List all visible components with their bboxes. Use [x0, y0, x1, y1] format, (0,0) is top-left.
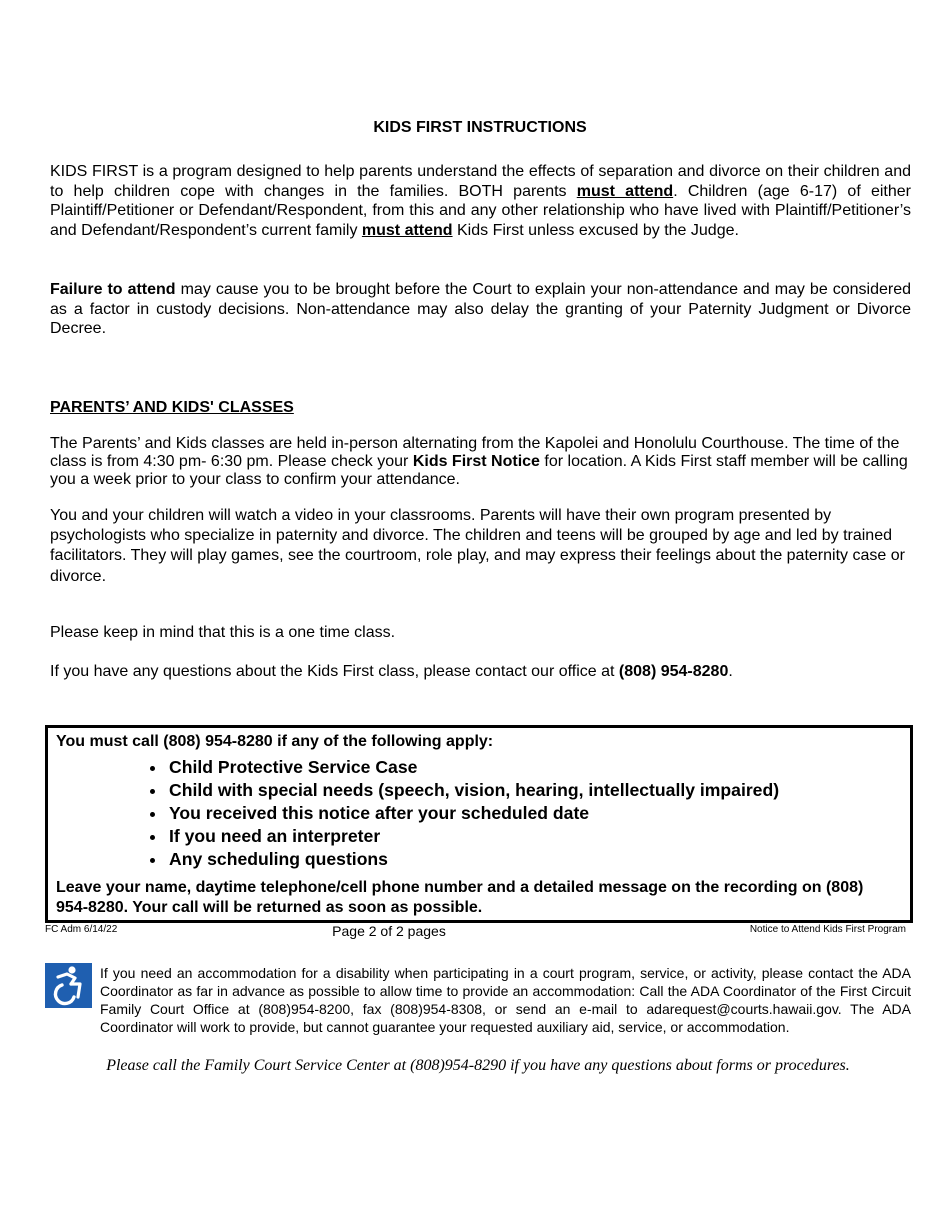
- classes-paragraph-1: The Parents’ and Kids classes are held in-person alternating from the Kapolei and Honolulu Courthouse. The time of the class is from 4:30 pm- 6:30 pm. Please check your Kids First Notice for location. A Kids First staff member will be calling you a week prior to your class to confirm your attendance.: [50, 435, 908, 488]
- questions-paragraph: If you have any questions about the Kids First class, please contact our office at (808) 954-8280.: [50, 663, 733, 680]
- page-title: KIDS FIRST INSTRUCTIONS: [373, 119, 587, 136]
- service-center-note: Please call the Family Court Service Center at (808)954-8290 if you have any questions about forms or procedures.: [106, 1057, 850, 1074]
- list-item: • Child Protective Service Case: [167, 756, 779, 779]
- accessibility-icon: [45, 963, 92, 1008]
- list-item: • Child with special needs (speech, vision, hearing, intellectually impaired): [167, 779, 779, 802]
- form-id: FC Adm 6/14/22: [45, 924, 118, 935]
- page-number: Page 2 of 2 pages: [332, 923, 446, 939]
- list-item: • Any scheduling questions: [167, 848, 779, 871]
- classes-paragraph-2: You and your children will watch a video in your classrooms. Parents will have their own program presented by psychologists who specialize in paternity and divorce. The children and teens will be grouped by age and led by trained facilitators. They will play games, see the courtroom, role play, and may express their feelings about the paternity case or divorce.: [50, 507, 905, 585]
- document-title: Notice to Attend Kids First Program: [749, 924, 906, 935]
- call-notice-heading: You must call (808) 954-8280 if any of the following apply:: [56, 733, 494, 750]
- office-phone: (808) 954-8280: [618, 663, 729, 680]
- must-attend-emphasis: must attend: [576, 182, 674, 200]
- intro-paragraph: KIDS FIRST is a program designed to help parents understand the effects of separation and divorce on their children and to help children cope with changes in the families. BOTH parents must attend. Children (age 6-17) of either Plaintiff/Petitioner or Defendant/Respondent, from this and any other relationship who have lived with Plaintiff/Petitioner’s and Defendant/Respondent’s current family must attend Kids First unless excused by the Judge.: [50, 163, 912, 239]
- ada-notice: If you need an accommodation for a disability when participating in a court program, service, or activity, please contact the ADA Coordinator as far in advance as possible to allow time to provide an accommodation: Call the ADA Coordinator of the First Circuit Family Court Office at (808)954-8200, fax (808)954-8308, or send an e-mail to adarequest@courts.hawaii.gov. The ADA Coordinator will work to provide, but cannot guarantee your requested auxiliary aid, service, or accommodation.: [100, 965, 911, 1035]
- must-attend-emphasis: must attend: [361, 221, 453, 239]
- list-item: • If you need an interpreter: [167, 825, 779, 848]
- list-item: • You received this notice after your scheduled date: [167, 802, 779, 825]
- one-time-note: Please keep in mind that this is a one time class.: [50, 624, 396, 641]
- failure-paragraph: Failure to attend may cause you to be brought before the Court to explain your non-attendance and may be considered as a factor in custody decisions. Non-attendance may also delay the granting of your Paternity Judgment or Divorce Decree.: [50, 281, 912, 338]
- kids-first-notice-emphasis: Kids First Notice: [412, 452, 540, 470]
- call-notice-box: [45, 725, 913, 923]
- failure-emphasis: Failure to attend: [50, 281, 176, 298]
- call-reasons-list: [139, 756, 779, 871]
- classes-heading: PARENTS’ AND KIDS' CLASSES: [50, 399, 294, 416]
- call-notice-footer: Leave your name, daytime telephone/cell phone number and a detailed message on the recording on (808) 954-8280. Your call will be returned as soon as possible.: [56, 879, 864, 916]
